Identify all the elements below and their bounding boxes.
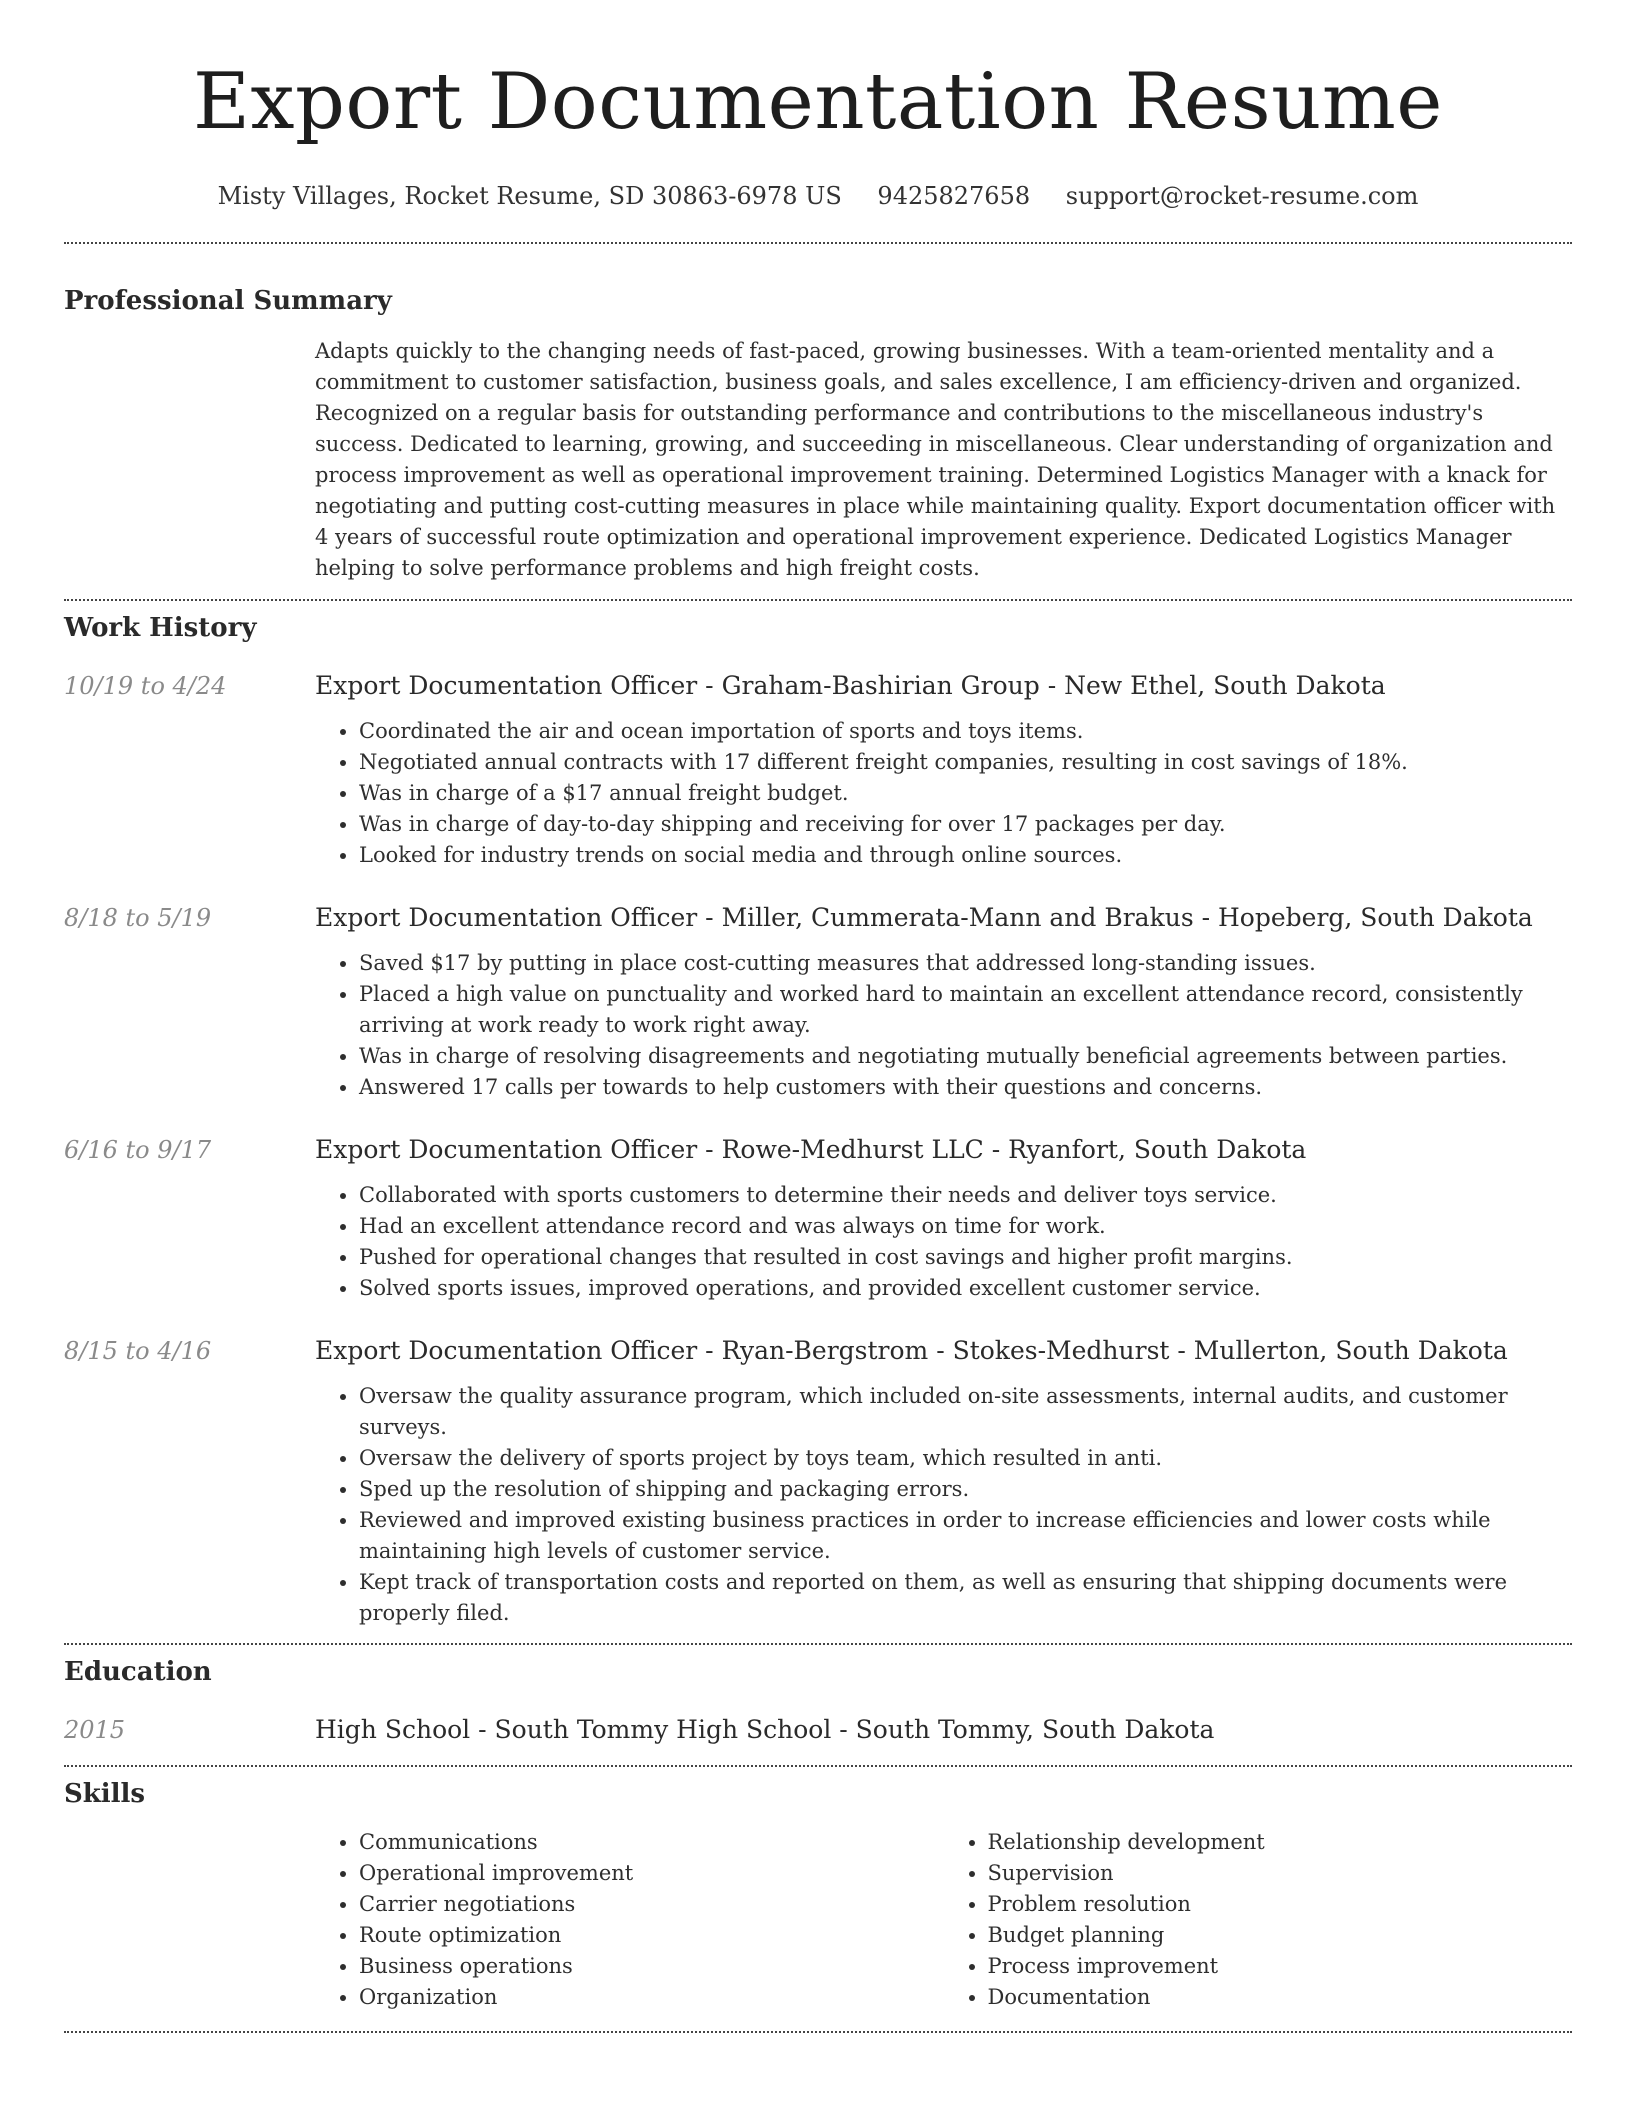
job-dates: 10/19 to 4/24: [64, 672, 227, 700]
list-item: • Communications: [359, 1827, 944, 1858]
list-item: • Operational improvement: [359, 1858, 944, 1889]
job-entry: [64, 901, 1572, 1103]
job-title: Export Documentation Officer - Graham-Bashirian Group - New Ethel, South Dakota: [315, 671, 1386, 700]
job-entry: [64, 669, 1572, 871]
list-item: • Pushed for operational changes that resulted in cost savings and higher profit margins.: [359, 1242, 1572, 1273]
skills-column-right: [944, 1827, 1573, 2013]
job-title: Export Documentation Officer - Ryan-Bergstrom - Stokes-Medhurst - Mullerton, South Dakota: [315, 1336, 1508, 1365]
job-bullets: [315, 948, 1572, 1103]
divider-education: [64, 1765, 1572, 1767]
list-item: • Answered 17 calls per towards to help customers with their questions and concerns.: [359, 1072, 1572, 1103]
section-title-work-history: Work History: [64, 613, 257, 643]
list-item: • Reviewed and improved existing business practices in order to increase efficiencies and lower costs while maintaining high levels of customer service.: [359, 1505, 1572, 1567]
job-entry: [64, 1334, 1572, 1629]
contact-address: Misty Villages, Rocket Resume, SD 30863-6978 US: [217, 182, 842, 210]
list-item: • Had an excellent attendance record and was always on time for work.: [359, 1211, 1572, 1242]
list-item: • Looked for industry trends on social media and through online sources.: [359, 840, 1572, 871]
contact-phone: 9425827658: [877, 182, 1031, 210]
list-item: • Budget planning: [988, 1920, 1573, 1951]
resume-page: [64, 0, 1572, 2033]
skills-list: [315, 1827, 1572, 2013]
job-bullets: [315, 1381, 1572, 1629]
education-entry: [64, 1713, 1572, 1747]
job-entry: [64, 1133, 1572, 1304]
list-item: • Oversaw the delivery of sports project by toys team, which resulted in anti.: [359, 1443, 1572, 1474]
section-title-education: Education: [64, 1657, 212, 1687]
resume-title: Export Documentation Resume: [193, 57, 1443, 147]
contact-line: [64, 180, 1572, 212]
summary-text: Adapts quickly to the changing needs of fast-paced, growing businesses. With a team-oriented mentality and a commitment to customer satisfaction, business goals, and sales excellence, I am efficiency-driven and organized. Recognized on a regular basis for outstanding performance and contributions to the miscellaneous industry's success. Dedicated to learning, growing, and succeeding in miscellaneous. Clear understanding of organization and process improvement as well as operational improvement training. Determined Logistics Manager with a knack for negotiating and putting cost-cutting measures in place while maintaining quality. Export documentation officer with 4 years of successful route optimization and operational improvement experience. Dedicated Logistics Manager helping to solve performance problems and high freight costs.: [315, 339, 1556, 580]
education-year: 2015: [64, 1716, 126, 1744]
list-item: • Oversaw the quality assurance program, which included on-site assessments, internal audits, and customer surveys.: [359, 1381, 1572, 1443]
list-item: • Was in charge of day-to-day shipping and receiving for over 17 packages per day.: [359, 809, 1572, 840]
list-item: • Collaborated with sports customers to determine their needs and deliver toys service.: [359, 1180, 1572, 1211]
list-item: • Carrier negotiations: [359, 1889, 944, 1920]
education-title: High School - South Tommy High School - South Tommy, South Dakota: [315, 1715, 1215, 1744]
list-item: • Placed a high value on punctuality and worked hard to maintain an excellent attendance record, consistently arriving at work ready to work right away.: [359, 979, 1572, 1041]
list-item: • Negotiated annual contracts with 17 different freight companies, resulting in cost savings of 18%.: [359, 747, 1572, 778]
list-item: • Documentation: [988, 1982, 1573, 2013]
list-item: • Supervision: [988, 1858, 1573, 1889]
list-item: • Sped up the resolution of shipping and packaging errors.: [359, 1474, 1572, 1505]
list-item: • Saved $17 by putting in place cost-cutting measures that addressed long-standing issues.: [359, 948, 1572, 979]
job-bullets: [315, 1180, 1572, 1304]
list-item: • Solved sports issues, improved operations, and provided excellent customer service.: [359, 1273, 1572, 1304]
section-title-summary: Professional Summary: [64, 286, 392, 316]
divider-skills: [64, 2031, 1572, 2033]
list-item: • Route optimization: [359, 1920, 944, 1951]
list-item: • Problem resolution: [988, 1889, 1573, 1920]
skills-column-left: [315, 1827, 944, 2013]
contact-email: support@rocket-resume.com: [1065, 182, 1419, 210]
list-item: • Coordinated the air and ocean importation of sports and toys items.: [359, 716, 1572, 747]
divider-header: [64, 242, 1572, 244]
job-bullets: [315, 716, 1572, 871]
job-dates: 8/18 to 5/19: [64, 904, 212, 932]
list-item: • Was in charge of a $17 annual freight budget.: [359, 778, 1572, 809]
job-dates: 6/16 to 9/17: [64, 1136, 212, 1164]
section-title-skills: Skills: [64, 1779, 146, 1809]
list-item: • Relationship development: [988, 1827, 1573, 1858]
list-item: • Process improvement: [988, 1951, 1573, 1982]
divider-summary: [64, 599, 1572, 601]
list-item: • Organization: [359, 1982, 944, 2013]
job-title: Export Documentation Officer - Miller, Cummerata-Mann and Brakus - Hopeberg, South Dakota: [315, 903, 1533, 932]
list-item: • Business operations: [359, 1951, 944, 1982]
job-title: Export Documentation Officer - Rowe-Medhurst LLC - Ryanfort, South Dakota: [315, 1135, 1307, 1164]
divider-work-history: [64, 1643, 1572, 1645]
list-item: • Kept track of transportation costs and reported on them, as well as ensuring that shipping documents were properly filed.: [359, 1567, 1572, 1629]
list-item: • Was in charge of resolving disagreements and negotiating mutually beneficial agreements between parties.: [359, 1041, 1572, 1072]
job-dates: 8/15 to 4/16: [64, 1337, 212, 1365]
